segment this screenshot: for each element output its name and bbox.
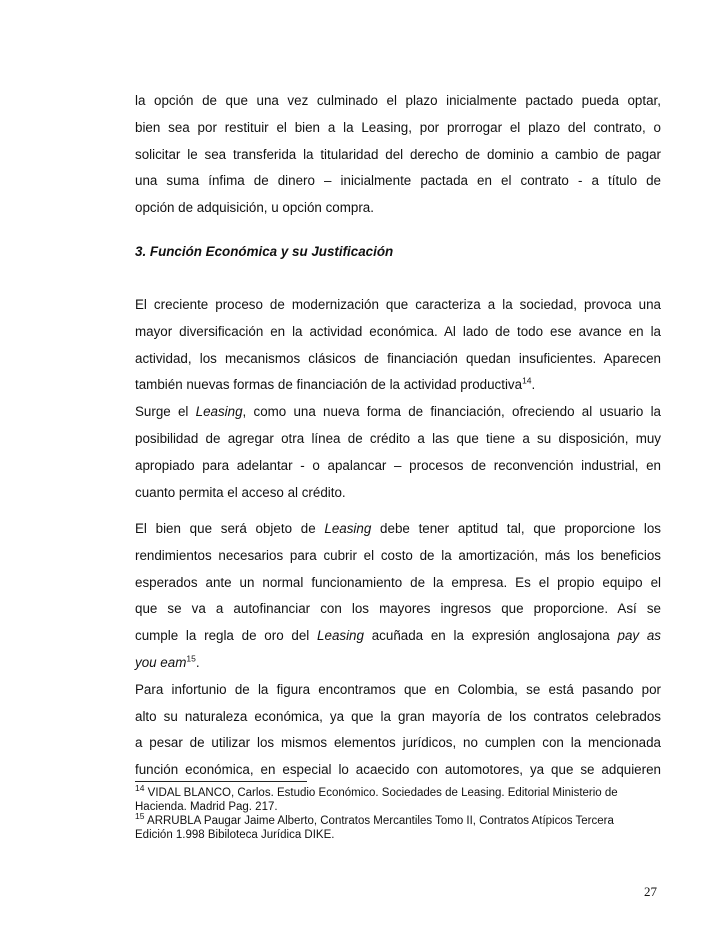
text-line: cuanto permita el acceso al crédito.	[135, 484, 346, 500]
text-line: posibilidad de agregar otra línea de crédito a las que tiene a su disposición, muy	[135, 430, 661, 446]
text-line: El bien que será objeto de Leasing debe tener aptitud tal, que proporcione los	[135, 521, 661, 536]
text-line: apropiado para adelantar - o apalancar – procesos de reconvención industrial, en	[135, 457, 661, 473]
footnote-line: $^{15}$ ARRUBLA Paugar Jaime Alberto, Contratos Mercantiles Tomo II, Contratos Atípicos Tercera	[135, 811, 614, 827]
text-line: función económica, en especial lo acaecido con automotores, ya que se adquieren	[135, 762, 661, 778]
paragraph-economic-function	[135, 292, 661, 506]
footnote-ref-15[interactable]: 15	[186, 653, 196, 664]
text-line: mayor diversificación en la actividad económica. Al lado de todo ese avance en la	[135, 323, 661, 339]
page-number: 27	[644, 884, 657, 899]
text-line: solicitar le sea transferida la titularidad del derecho de dominio a cambio de pagar	[135, 146, 661, 162]
text-line: bien sea por restituir el bien a la Leasing, por prorrogar el plazo del contrato, o	[135, 119, 661, 135]
text-line: que se va a autofinanciar con los mayores ingresos que proporcione. Así se	[135, 601, 661, 617]
section-heading: 3. Función Económica y su Justificación	[135, 244, 394, 259]
text-line: Para infortunio de la figura encontramos que en Colombia, se está pasando por	[135, 681, 661, 697]
paragraph-intro	[135, 88, 661, 222]
footnote-14	[135, 783, 675, 814]
text-line: actividad, los mecanismos clásicos de financiación quedan insuficientes. Aparecen	[135, 350, 661, 366]
text-line: alto su naturaleza económica, ya que la gran mayoría de los contratos celebrados	[135, 708, 661, 724]
text-line: rendimientos necesarios para cubrir el costo de la amortización, más los beneficios	[135, 547, 661, 563]
text-line: una suma ínfima de dinero – inicialmente pactada en el contrato - a título de	[135, 173, 661, 189]
footnote-line: Hacienda. Madrid Pag. 217.	[135, 801, 278, 813]
text-line: cumple la regla de oro del Leasing acuñada en la expresión anglosajona pay as	[135, 628, 662, 644]
text-line: a pesar de utilizar los mismos elementos jurídicos, no cumplen con la mencionada	[135, 735, 661, 751]
footnote-line: Edición 1.998 Bibiloteca Jurídica DIKE.	[135, 829, 335, 841]
text-line: también nuevas formas de financiación de la actividad productiva$^{14}$.	[135, 375, 536, 393]
text-line: Surge el Leasing, como una nueva forma de financiación, ofreciendo al usuario la	[135, 404, 661, 420]
footnote-ref-14[interactable]: 14	[522, 375, 532, 386]
footnote-15	[135, 811, 675, 842]
text-line: la opción de que una vez culminado el plazo inicialmente pactado pueda optar,	[135, 93, 661, 108]
footnote-line: $^{14}$ VIDAL BLANCO, Carlos. Estudio Económico. Sociedades de Leasing. Editorial Ministerio de	[135, 783, 618, 799]
text-line: you eam$^{15}$.	[135, 653, 200, 670]
text-line: opción de adquisición, u opción compra.	[135, 200, 374, 216]
paragraph-leasing-asset	[135, 516, 661, 784]
text-line: El creciente proceso de modernización que caracteriza a la sociedad, provoca una	[135, 297, 661, 312]
footnote-divider	[135, 781, 307, 782]
text-line: esperados ante un normal funcionamiento de la empresa. Es el propio equipo el	[135, 574, 661, 590]
